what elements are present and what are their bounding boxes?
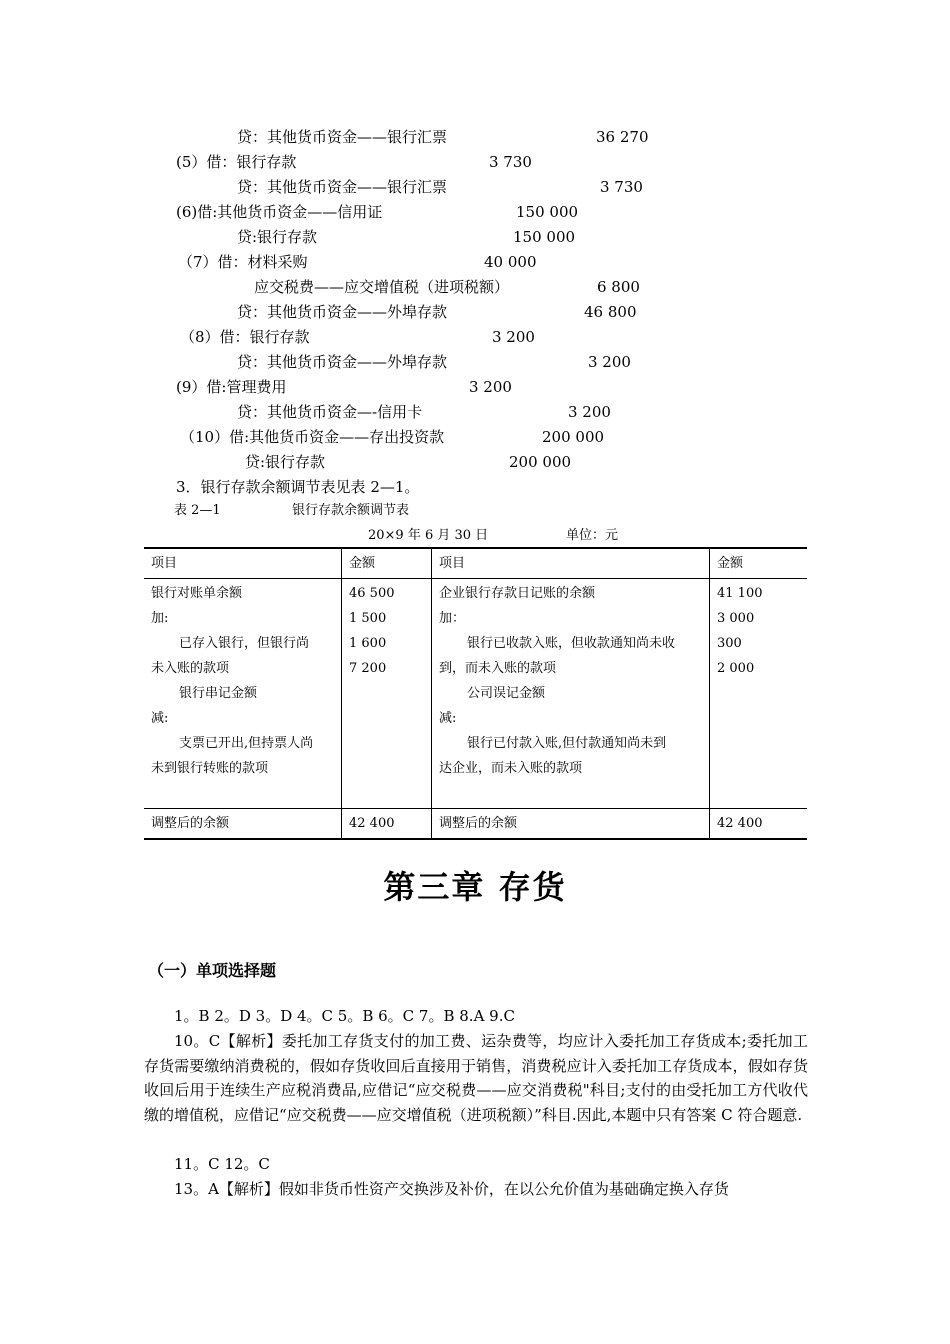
left-amounts-cell <box>342 579 432 809</box>
header-cell: 金额 <box>342 548 432 579</box>
right-item: 达企业，而未入账的款项 <box>439 761 583 776</box>
left-item: 未到银行转账的款项 <box>151 761 269 776</box>
entry-text: 贷：其他货币资金——银行汇票 <box>237 178 448 196</box>
left-item: 支票已开出,但持票人尚 <box>179 736 314 751</box>
answer-paragraph: 10。C【解析】委托加工存货支付的加工费、运杂费等，均应计入委托加工存货成本;委托加工存货需要缴纳消费税的，假如存货收回后直接用于销售，消费税应计入委托加工存货成本，假如存货收回后用于连续生产应税消费品,应借记“应交税费——应交消费税"科目;支付的由受托加工方代收代缴的增值税，应借记“应交税费——应交增值税（进项税额）”科目.因此,本题中只有答案 C 符合题意. <box>144 1032 808 1124</box>
entry-amount: 200 000 <box>542 428 605 446</box>
right-item: 到，而未入账的款项 <box>439 661 557 676</box>
answer-paragraph: 13。A【解析】假如非货币性资产交换涉及补价，在以公允价值为基础确定换入存货 <box>174 1180 729 1198</box>
entry-text: (6)借:其他货币资金——信用证 <box>176 203 383 221</box>
right-item: 银行已收款入账，但收款通知尚未收 <box>467 636 676 651</box>
left-item: 加: <box>151 611 169 626</box>
footer-cell: 调整后的余额 <box>432 809 710 840</box>
left-item: 未入账的款项 <box>151 661 230 676</box>
right-items-cell <box>432 579 710 809</box>
entry-amount: 3 730 <box>489 153 532 171</box>
table-header-row <box>144 548 807 579</box>
header-cell: 项目 <box>144 548 342 579</box>
entry-text: (5）借：银行存款 <box>176 153 297 171</box>
table-footer-row <box>144 809 807 840</box>
left-items-cell <box>144 579 342 809</box>
entry-amount: 46 800 <box>584 303 637 321</box>
entry-text: 贷:银行存款 <box>237 228 318 246</box>
entry-amount: 36 270 <box>596 128 649 146</box>
entry-text: 贷：其他货币资金—-信用卡 <box>237 403 423 421</box>
note-3: 3．银行存款余额调节表见表 2—1。 <box>176 478 420 496</box>
footer-cell: 调整后的余额 <box>144 809 342 840</box>
reconciliation-table <box>144 547 807 840</box>
entry-amount: 200 000 <box>509 453 572 471</box>
entry-text: 应交税费——应交增值税（进项税额） <box>254 278 510 296</box>
table-label: 表 2—1 <box>174 503 221 518</box>
entry-text: （8）借：银行存款 <box>180 328 310 346</box>
header-cell: 项目 <box>432 548 710 579</box>
right-amount: 2 000 <box>717 661 755 676</box>
entry-text: （7）借：材料采购 <box>178 253 308 271</box>
footer-cell: 42 400 <box>342 809 432 840</box>
entry-text: (9）借:管理费用 <box>176 378 287 396</box>
right-item: 企业银行存款日记账的余额 <box>439 586 596 601</box>
entry-amount: 3 200 <box>568 403 611 421</box>
section-title: （一）单项选择题 <box>148 961 277 980</box>
left-item: 银行串记金额 <box>179 686 258 701</box>
footer-cell: 42 400 <box>710 809 808 840</box>
right-amount: 300 <box>717 636 742 651</box>
right-item: 公司误记金额 <box>467 686 546 701</box>
header-cell: 金额 <box>710 548 808 579</box>
entry-text: （10）借:其他货币资金——存出投资款 <box>180 428 445 446</box>
entry-amount: 6 800 <box>597 278 640 296</box>
answer-paragraph: 11。C 12。C <box>174 1155 270 1173</box>
left-item: 已存入银行，但银行尚 <box>179 636 310 651</box>
right-item: 加： <box>439 611 466 626</box>
table-date: 20×9 年 6 月 30 日 <box>368 528 489 543</box>
entry-text: 贷：其他货币资金——外埠存款 <box>237 353 448 371</box>
left-amount: 1 600 <box>349 636 387 651</box>
right-item: 银行已付款入账,但付款通知尚未到 <box>467 736 667 751</box>
right-amounts-cell <box>710 579 808 809</box>
chapter-title: 第三章 存货 <box>383 868 567 906</box>
entry-amount: 3 200 <box>588 353 631 371</box>
left-item: 银行对账单余额 <box>151 586 243 601</box>
entry-amount: 3 730 <box>600 178 643 196</box>
right-item: 减: <box>439 711 457 726</box>
entry-amount: 3 200 <box>492 328 535 346</box>
right-amount: 41 100 <box>717 586 763 601</box>
table-unit: 单位：元 <box>566 528 619 543</box>
entry-text: 贷：其他货币资金——外埠存款 <box>237 303 448 321</box>
entry-amount: 3 200 <box>469 378 512 396</box>
table-title: 银行存款余额调节表 <box>292 503 410 518</box>
table-body-row <box>144 579 807 809</box>
left-item: 减: <box>151 711 169 726</box>
entry-amount: 150 000 <box>513 228 576 246</box>
left-amount: 1 500 <box>349 611 387 626</box>
entry-amount: 40 000 <box>484 253 537 271</box>
entry-text: 贷:银行存款 <box>245 453 326 471</box>
answer-paragraph: 1。B 2。D 3。D 4。C 5。B 6。C 7。B 8.A 9.C <box>174 1007 515 1025</box>
right-amount: 3 000 <box>717 611 755 626</box>
left-amount: 7 200 <box>349 661 387 676</box>
entry-amount: 150 000 <box>516 203 579 221</box>
left-amount: 46 500 <box>349 586 395 601</box>
entry-text: 贷：其他货币资金——银行汇票 <box>237 128 448 146</box>
